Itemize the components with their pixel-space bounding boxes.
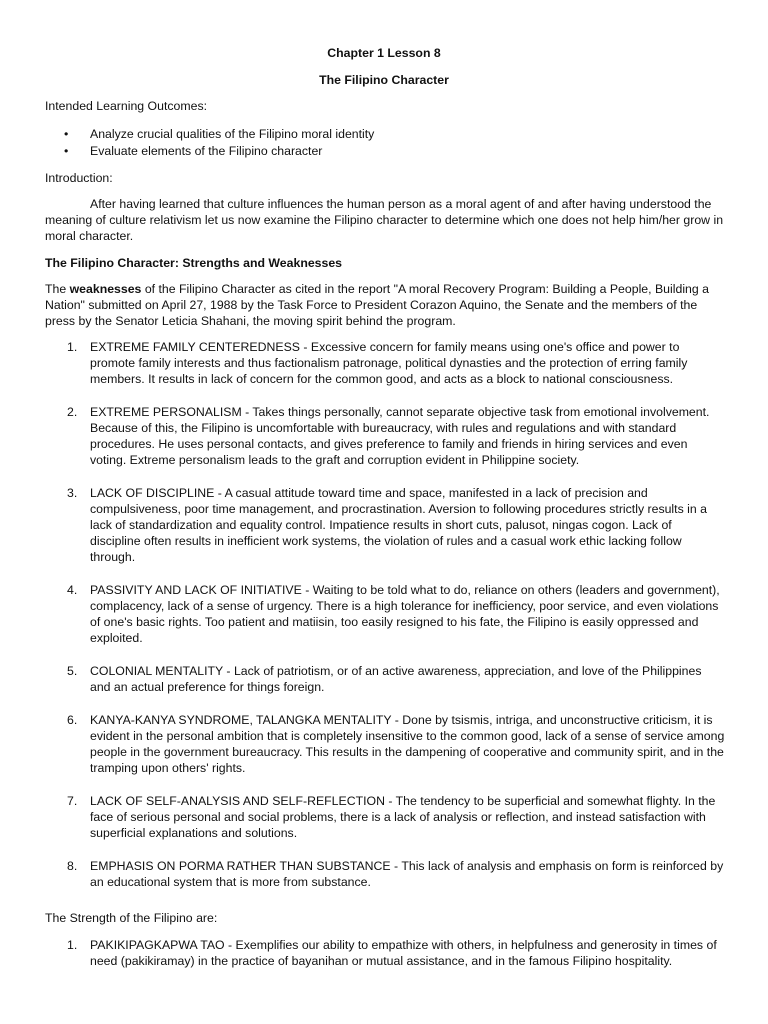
item-text: LACK OF SELF-ANALYSIS AND SELF-REFLECTION - The tendency to be superficial and somewhat flighty. In the face of serious personal and social problems, there is a lack of analysis or reflection, and instead satisfaction with superficial explanations and solutions.: [90, 794, 716, 840]
weakness-item: [45, 663, 725, 695]
weakness-item: [45, 858, 725, 890]
weaknesses-keyword: weaknesses: [69, 282, 142, 296]
item-number: 6.: [67, 713, 78, 727]
weaknesses-intro-prefix: The: [45, 282, 70, 296]
item-text: COLONIAL MENTALITY - Lack of patriotism, or of an active awareness, appreciation, and love of the Philippines and an actual preference for things foreign.: [90, 664, 702, 694]
item-text: EMPHASIS ON PORMA RATHER THAN SUBSTANCE - This lack of analysis and emphasis on form is reinforced by an educational system that is more from substance.: [90, 859, 724, 889]
outcome-item: • Analyze crucial qualities of the Filipino moral identity: [62, 126, 722, 143]
item-text: EXTREME FAMILY CENTEREDNESS - Excessive concern for family means using one's office and power to promote family interests and thus factionalism patronage, political dynasties and the protection of erring family members. It results in lack of concern for the common good, and acts as a block to national consciousness.: [90, 340, 688, 386]
learning-outcomes-heading: Intended Learning Outcomes:: [45, 99, 208, 113]
document-title: The Filipino Character: [319, 73, 449, 87]
weakness-item: [45, 712, 725, 776]
strengths-weaknesses-heading: The Filipino Character: Strengths and Weaknesses: [45, 256, 343, 270]
weakness-item: [45, 485, 725, 565]
item-text: LACK OF DISCIPLINE - A casual attitude toward time and space, manifested in a lack of precision and compulsiveness, poor time management, and procrastination. Aversion to following procedures strictly results in a lack of standardization and equality control. Impatience results in short cuts, palusot, ningas cogon. Lack of discipline often results in inefficient work systems, the violation of rules and a casual work ethic lacking follow through.: [90, 486, 707, 564]
item-text: PASSIVITY AND LACK OF INITIATIVE - Waiting to be told what to do, reliance on others (leaders and government), complacency, lack of a sense of urgency. There is a high tolerance for inefficiency, poor service, and even violations of one's basic rights. Too patient and matiisin, too easily resigned to his fate, the Filipino is easily oppressed and exploited.: [90, 583, 720, 645]
weaknesses-list: [45, 339, 725, 907]
item-number: 7.: [67, 794, 78, 808]
item-text: PAKIKIPAGKAPWA TAO - Exemplifies our ability to empathize with others, in helpfulness and generosity in times of need (pakikiramay) in the practice of bayanihan or mutual assistance, and in the famous Filipino hospitality.: [90, 938, 717, 968]
introduction-paragraph: After having learned that culture influences the human person as a moral agent of and after having understood the meaning of culture relativism let us now examine the Filipino character to determine which one does not help him/her grow in moral character.: [45, 197, 724, 243]
item-number: 2.: [67, 405, 78, 419]
strengths-list: [45, 937, 725, 969]
outcome-item: • Evaluate elements of the Filipino character: [62, 143, 722, 160]
item-number: 1.: [67, 340, 78, 354]
item-number: 1.: [67, 938, 78, 952]
item-number: 5.: [67, 664, 78, 678]
weakness-item: [45, 582, 725, 646]
strengths-heading: The Strength of the Filipino are:: [45, 911, 218, 925]
weaknesses-intro-body: of the Filipino Character as cited in the report "A moral Recovery Program: Building a People, Building a Nation" submitted on April 27, 1988 by the Task Force to President Corazon Aquino, the Senate and the members of the press by the Senator Leticia Shahani, the moving spirit behind the program.: [45, 282, 709, 328]
learning-outcomes-list: [62, 126, 722, 160]
weakness-item: [45, 339, 725, 387]
chapter-title: Chapter 1 Lesson 8: [327, 46, 441, 60]
item-text: EXTREME PERSONALISM - Takes things personally, cannot separate objective task from emotional involvement. Because of this, the Filipino is uncomfortable with bureaucracy, with rules and regulations and with standard procedures. He uses personal contacts, and gives preference to family and friends in hiring services and even voting. Extreme personalism leads to the graft and corruption evident in Philippine society.: [90, 405, 710, 467]
item-number: 8.: [67, 859, 78, 873]
introduction-heading: Introduction:: [45, 171, 113, 185]
weaknesses-intro-paragraph: [45, 281, 725, 329]
item-text: KANYA-KANYA SYNDROME, TALANGKA MENTALITY - Done by tsismis, intriga, and unconstructive criticism, it is evident in the personal ambition that is completely insensitive to the common good, lack of a sense of service among people in the government bureaucracy. This results in the dampening of cooperative and community spirit, and in the tramping upon others' rights.: [90, 713, 725, 775]
item-number: 4.: [67, 583, 78, 597]
strength-item: [45, 937, 725, 969]
weakness-item: [45, 793, 725, 841]
item-number: 3.: [67, 486, 78, 500]
weakness-item: [45, 404, 725, 468]
